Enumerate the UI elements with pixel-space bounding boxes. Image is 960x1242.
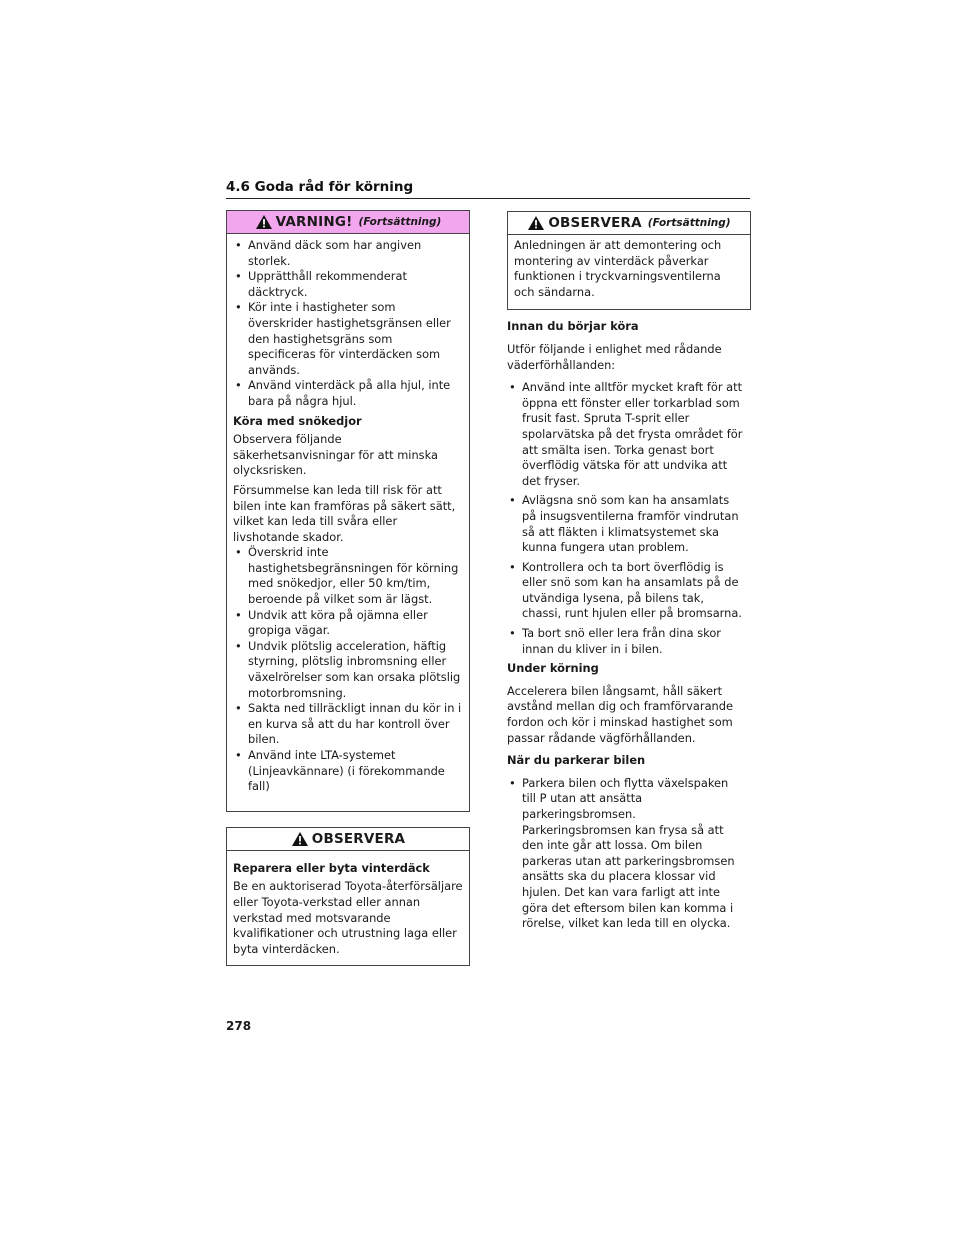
section-title: 4.6 Goda råd för körning [226, 179, 750, 199]
notice-box [226, 827, 470, 967]
list-item: • Kontrollera och ta bort överflödig is eller snö som kan ha ansamlats på de utvändiga lysena, på bilens tak, chassi, runt hjulen eller på bromsarna. [507, 560, 745, 622]
warning-box [226, 210, 470, 812]
warning-title: VARNING! [275, 214, 353, 230]
list-item: • Parkera bilen och flytta växelspaken till P utan att ansätta parkeringsbromsen. Parkeringsbromsen kan frysa så att den inte går att lossa. Om bilen parkeras utan att parkeringsbromsen ansätts ska du placera klossar vid hjulen. Det kan vara farligt att inte göra det eftersom bilen kan komma i rörelse, vilket kan leda till en olycka. [507, 776, 745, 932]
notice-box-header [508, 212, 750, 235]
warning-triangle-icon [291, 831, 309, 847]
parking-heading: När du parkerar bilen [507, 753, 646, 768]
list-item: • Använd inte alltför mycket kraft för att öppna ett fönster eller torkarblad som frusit fast. Spruta T-sprit eller spolarvätska på det frysta området för att smälta isen. Torka genast bort överflödig vätska för att undvika att det fryser. [507, 380, 745, 489]
during-driving-paragraph: Accelerera bilen långsamt, håll säkert avstånd mellan dig och framförvarande fordon och kör i minskad hastighet som passar rådande vägförhållanden. [507, 683, 734, 745]
warning-box-header [227, 211, 469, 234]
notice-box-body [508, 235, 750, 309]
notice-paragraph: Be en auktoriserad Toyota-återförsäljare eller Toyota-verkstad eller annan verkstad med motsvarande kvalifikationer och utrustning laga eller byta vinterdäcken. [233, 879, 463, 956]
left-column [226, 210, 470, 966]
before-driving-intro: Utför följande i enlighet med rådande väderförhållanden: [507, 341, 722, 372]
list-item: • Använd inte LTA-systemet (Linjeavkännare) (i förekommande fall) [233, 748, 463, 795]
before-driving-heading: Innan du börjar köra [507, 319, 639, 334]
list-item: • Upprätthåll rekommenderat däcktryck. [233, 269, 463, 300]
notice-subtitle: (Fortsättning) [647, 217, 731, 229]
notice-box-body [227, 851, 469, 966]
list-item: • Använd däck som har angiven storlek. [233, 238, 463, 269]
list-item: • Avlägsna snö som kan ha ansamlats på insugsventilerna framför vindrutan så att fläkten i klimatsystemet ska kunna fungera utan problem. [507, 493, 745, 555]
during-driving-heading: Under körning [507, 661, 599, 676]
warning-bullet-list-2 [233, 545, 463, 795]
warning-subtitle: (Fortsättning) [358, 216, 442, 228]
page-number: 278 [226, 1019, 252, 1033]
right-column [507, 211, 751, 936]
notice-title: OBSERVERA [311, 830, 406, 847]
warning-bullet-list-1 [233, 238, 463, 410]
list-item: • Använd vinterdäck på alla hjul, inte bara på några hjul. [233, 378, 463, 409]
list-item: • Överskrid inte hastighetsbegränsningen för körning med snökedjor, eller 50 km/tim, beroende på vilket som är lägst. [233, 545, 463, 607]
list-item: • Undvik plötslig acceleration, häftig styrning, plötslig inbromsning eller växelrörelser som kan orsaka plötslig motorbromsning. [233, 639, 463, 701]
main-text [507, 319, 751, 931]
list-item: • Ta bort snö eller lera från dina skor innan du kliver in i bilen. [507, 626, 745, 657]
snow-chains-paragraph-2: Försummelse kan leda till risk för att bilen inte kan framföras på säkert sätt, vilket kan leda till svåra eller livshotande skador. [233, 482, 456, 544]
list-item: • Undvik att köra på ojämna eller gropiga vägar. [233, 608, 463, 639]
snow-chains-heading: Köra med snökedjor [233, 413, 362, 428]
notice-paragraph: Anledningen är att demontering och montering av vinterdäck påverkar funktionen i tryckvarningsventilerna och sändarna. [514, 238, 722, 299]
list-item: • Kör inte i hastigheter som överskrider hastighetsgränsen eller den hastighetsgräns som specificeras för vinterdäcken som används. [233, 300, 463, 378]
notice-box-continued [507, 211, 751, 310]
warning-triangle-icon [527, 215, 545, 231]
warning-triangle-icon [255, 214, 273, 230]
notice-box-header [227, 828, 469, 851]
snow-chains-paragraph-1: Observera följande säkerhetsanvisningar för att minska olycksrisken. [233, 432, 438, 478]
list-item: • Sakta ned tillräckligt innan du kör in i en kurva så att du har kontroll över bilen. [233, 701, 463, 748]
warning-box-body [227, 234, 469, 811]
before-driving-list [507, 380, 745, 657]
parking-list [507, 776, 745, 932]
notice-heading: Reparera eller byta vinterdäck [233, 860, 430, 875]
notice-title: OBSERVERA [548, 215, 642, 231]
